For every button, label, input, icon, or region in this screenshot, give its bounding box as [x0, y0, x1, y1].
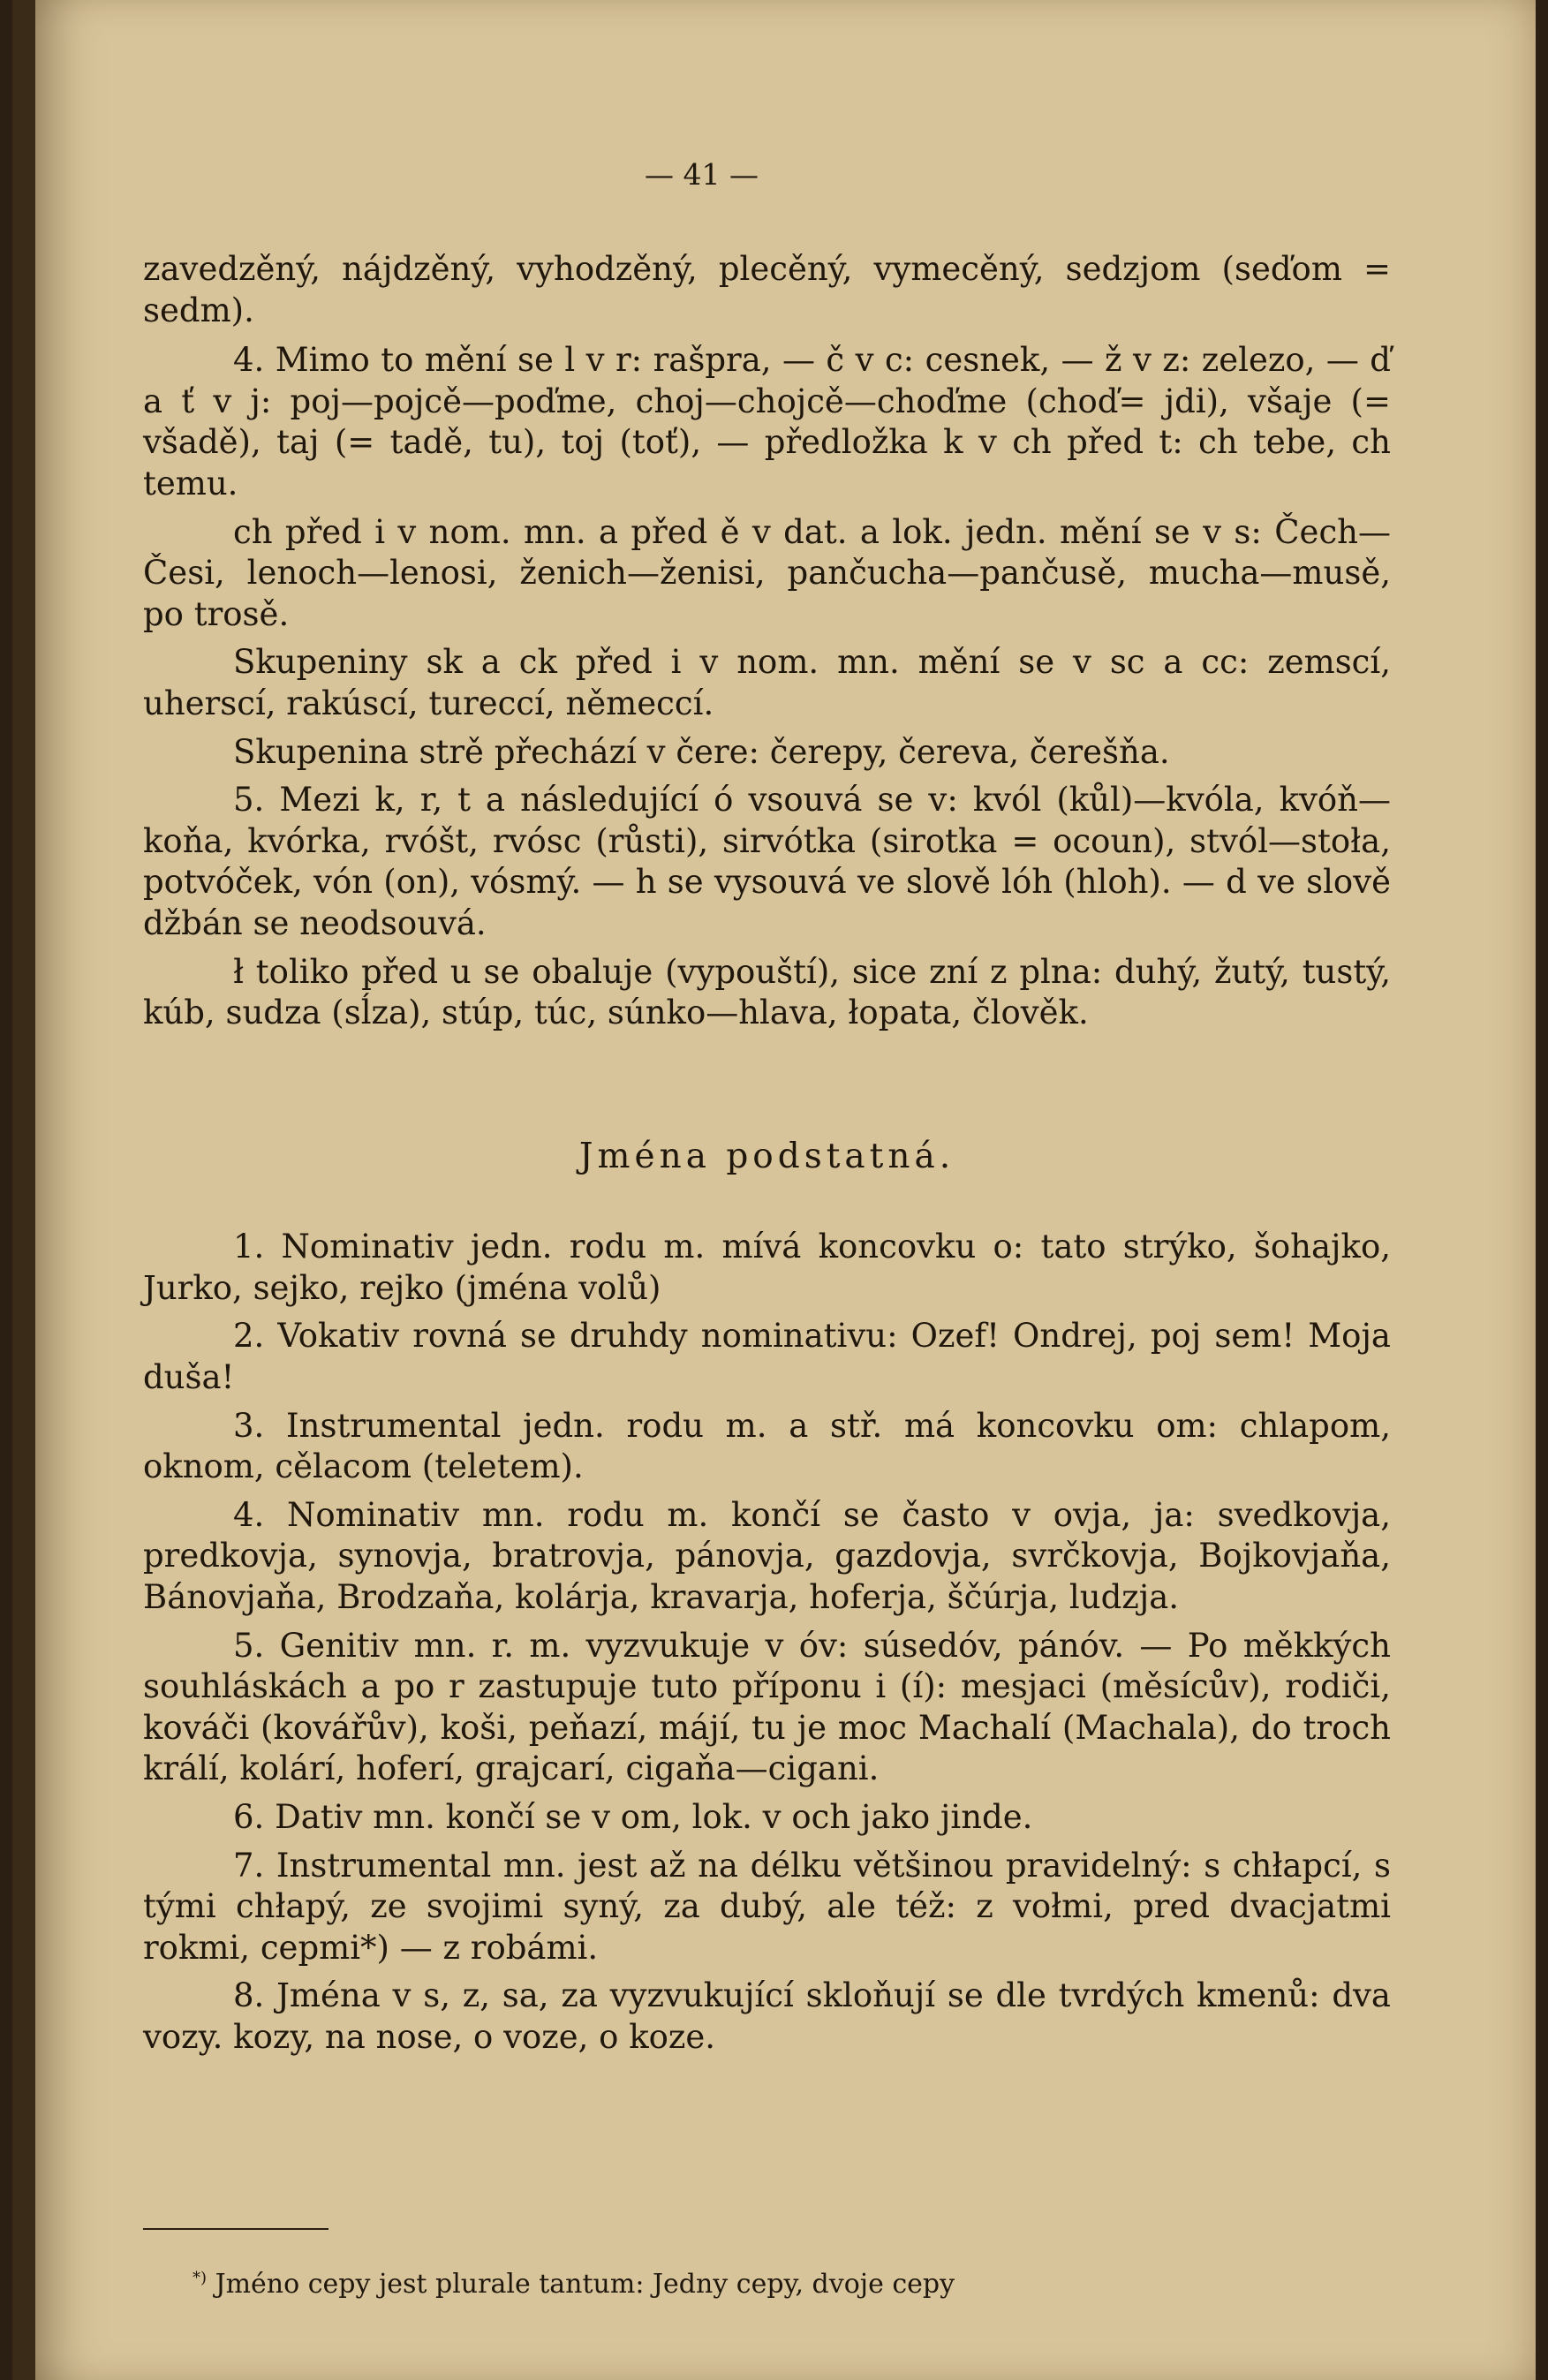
book-page — [12, 0, 1536, 2380]
list-item: 8. Jména v s, z, sa, za vyzvukující skloňují se dle tvrdých kmenů: dva vozy. kozy, na nose, o voze, o koze. — [143, 1976, 1391, 2056]
section-heading: Jména podstatná. — [578, 1136, 955, 1176]
footnote — [193, 2261, 1340, 2302]
list-item: 5. Genitiv mn. r. m. vyzvukuje v óv: súsedóv, pánóv. — Po měkkých souhláskách a po r zastupuje tuto příponu i (í): mesjaci (měsícův), rodiči, kováči (kovářův), koši, peňazí, májí, tu je moc Machalí (Machala), do troch králí, kolárí, hoferí, grajcarí, cigaňa—cigani. — [143, 1626, 1391, 1788]
paragraph: Skupeniny sk a ck před i v nom. mn. mění se v sc a cc: zemscí, uherscí, rakúscí, tureccí, němeccí. — [143, 643, 1391, 722]
body-text — [143, 249, 1391, 2059]
footnote-marker: *) — [193, 2269, 208, 2287]
list-item: 3. Instrumental jedn. rodu m. a stř. má koncovku om: chlapom, oknom, cělacom (teletem). — [143, 1406, 1391, 1486]
paragraph: 4. Mimo to mění se l v r: rašpra, — č v c: cesnek, — ž v z: zelezo, — ď a ť v j: poj—pojcě—poďme, choj—chojcě—choďme (choď= jdi), všaje (= všadě), taj (= tadě, tu), toj (toť), — předložka k v ch před t: ch tebe, ch temu. — [143, 341, 1391, 502]
page-number: — 41 — — [645, 157, 759, 192]
paragraph: 5. Mezi k, r, t a následující ó vsouvá se v: kvól (kůl)—kvóla, kvóň—koňa, kvórka, rvóšt, rvósc (růsti), sirvótka (sirotka = ocoun), stvól—stoła, potvóček, vón (on), vósmý. — h se vysouvá ve slově lóh (hloh). — d ve slově džbán se neodsouvá. — [143, 781, 1391, 942]
list-item: 4. Nominativ mn. rodu m. končí se často v ovja, ja: svedkovja, predkovja, synovja, bratrovja, pánovja, gazdovja, svrčkovja, Bojkovjaňa, Bánovjaňa, Brodzaňa, kolárja, kravarja, hoferja, ščúrja, ludzja. — [143, 1495, 1391, 1617]
list-item: 7. Instrumental mn. jest až na délku většinou pravidelný: s chłapcí, s tými chłapý, ze svojimi syný, za dubý, ale též: z vołmi, pred dvacjatmi rokmi, cepmi*) — z robámi. — [143, 1846, 1391, 1967]
list-item: 1. Nominativ jedn. rodu m. mívá koncovku o: tato strýko, šohajko, Jurko, sejko, rejko (jména volů) — [143, 1228, 1391, 1307]
footnote-text: Jméno cepy jest plurale tantum: Jedny cepy, dvoje cepy — [215, 2269, 955, 2300]
paragraph: ł toliko před u se obaluje (vypouští), sice zní z plna: duhý, žutý, tustý, kúb, sudza (sĺza), stúp, túc, súnko—hlava, łopata, člověk. — [143, 952, 1391, 1032]
paragraph: Skupenina strě přechází v čere: čerepy, čereva, čerešňa. — [233, 732, 1170, 771]
paragraph: zavedzěný, nájdzěný, vyhodzěný, plecěný, vymecěný, sedzjom (seďom = sedm). — [143, 250, 1391, 329]
footnote-divider — [143, 2228, 328, 2230]
list-item: 2. Vokativ rovná se druhdy nominativu: Ozef! Ondrej, poj sem! Moja duša! — [143, 1317, 1391, 1397]
list-item: 6. Dativ mn. končí se v om, lok. v och jako jinde. — [233, 1798, 1033, 1836]
paragraph: ch před i v nom. mn. a před ě v dat. a lok. jedn. mění se v s: Čech—Česi, lenoch—lenosi, ženich—ženisi, pančucha—pančusě, mucha—musě, po trosě. — [143, 512, 1391, 633]
